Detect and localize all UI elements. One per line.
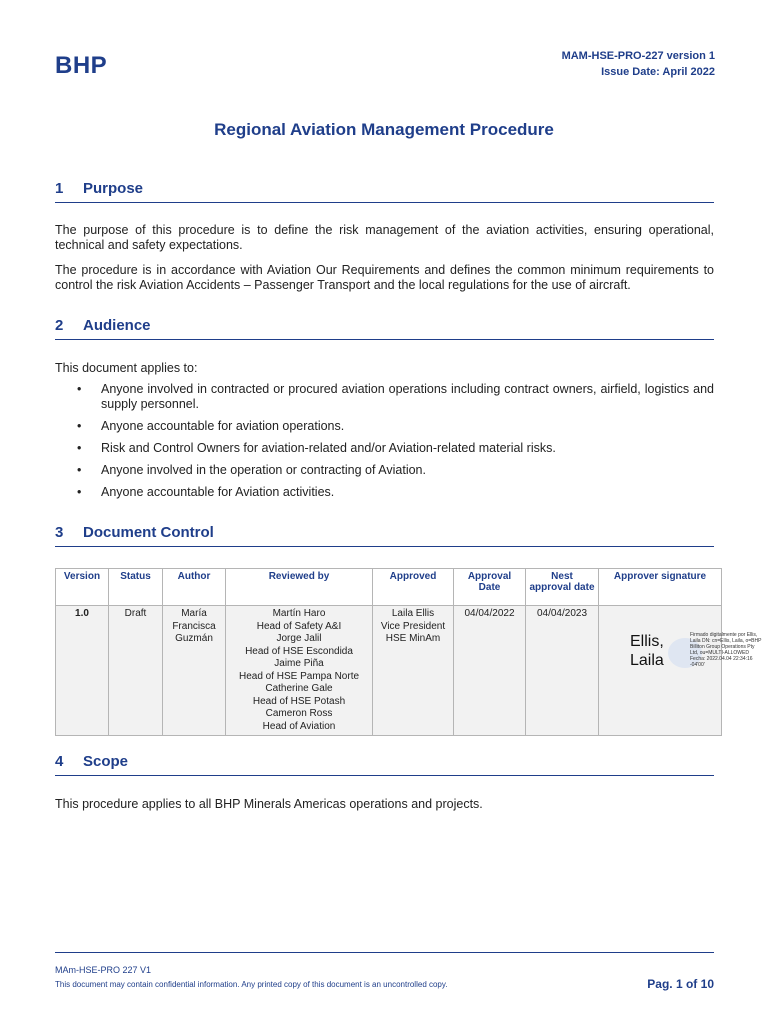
document-id: MAM-HSE-PRO-227 version 1 — [561, 50, 715, 62]
cell-approver-signature — [599, 606, 762, 736]
section-title: Audience — [83, 317, 151, 334]
reviewer-line: Cameron Ross — [265, 708, 333, 719]
document-title: Regional Aviation Management Procedure — [214, 120, 554, 139]
list-item: • Risk and Control Owners for aviation-related and/or Aviation-related material risks. — [55, 441, 714, 456]
section-number: 3 — [55, 524, 64, 541]
section-number: 2 — [55, 317, 64, 334]
column-header-approver-signature: Approver signature — [599, 569, 722, 606]
reviewer-line: Catherine Gale — [265, 683, 333, 694]
section-title: Document Control — [83, 524, 214, 541]
document-meta — [562, 48, 715, 80]
approver-line: HSE MinAm — [385, 633, 441, 644]
column-header-approved: Approved — [373, 569, 454, 606]
list-item: • Anyone involved in contracted or procured aviation operations including contract owners, airfield, logistics and supply personnel. — [55, 382, 714, 412]
scope-paragraph: This procedure applies to all BHP Minerals Americas operations and projects. — [55, 797, 483, 811]
table-row — [56, 606, 722, 736]
approver-line: Vice President — [380, 620, 446, 632]
signature-details: Firmado digitalmente por Ellis, Laila DN: cn=Ellis, Laila, o=BHP Billiton Group Operations Pty Ltd, ou=MULTI-ALLOWED Fecha: 2022.04.04 22:34:16 -04'00' — [690, 632, 762, 668]
digital-signature — [602, 608, 762, 728]
reviewer-line: Jaime Piña — [274, 658, 324, 669]
reviewer-line: Head of HSE Escondida — [245, 645, 353, 657]
reviewer-line: Head of Safety A&I — [256, 620, 342, 632]
reviewer-line: Head of Aviation — [262, 720, 336, 732]
page-number: Pag. 1 of 10 — [647, 977, 714, 991]
signature-name — [630, 632, 664, 670]
signature-name-line: Laila — [630, 652, 664, 669]
column-header-approval-date: Approval Date — [454, 569, 526, 606]
approver-line: Laila Ellis — [391, 608, 435, 619]
column-header-author: Author — [163, 569, 226, 606]
reviewer-line: Head of HSE Potash — [252, 695, 346, 707]
section-title: Purpose — [83, 180, 144, 197]
section-heading-purpose — [55, 180, 714, 203]
author-line: María — [181, 608, 207, 619]
reviewer-line: Martín Haro — [272, 608, 326, 619]
section-heading-scope — [55, 753, 714, 776]
list-item: • Anyone accountable for Aviation activities. — [55, 485, 714, 500]
table-header-row — [56, 569, 722, 606]
section-heading-document-control — [55, 524, 714, 547]
reviewer-line: Head of HSE Pampa Norte — [238, 670, 360, 682]
issue-date: Issue Date: April 2022 — [601, 66, 715, 78]
reviewer-line: Jorge Jalil — [276, 633, 322, 644]
column-header-next-approval-date: Nest approval date — [526, 569, 599, 606]
cell-status: Draft — [109, 606, 163, 736]
author-line: Francisca — [172, 620, 216, 632]
audience-intro: This document applies to: — [55, 361, 198, 375]
section-number: 4 — [55, 753, 64, 770]
footer-confidentiality-note: This document may contain confidential information. Any printed copy of this document is an uncontrolled copy. — [55, 980, 448, 989]
column-header-status: Status — [109, 569, 163, 606]
section-number: 1 — [55, 180, 64, 197]
cell-author — [163, 606, 226, 736]
footer-document-code: MAm-HSE-PRO 227 V1 — [55, 965, 152, 975]
column-header-reviewed-by: Reviewed by — [226, 569, 373, 606]
list-item: • Anyone involved in the operation or contracting of Aviation. — [55, 463, 714, 478]
purpose-paragraph-1: The purpose of this procedure is to define the risk management of the aviation activities, ensuring operational, technical and safety expectations. — [55, 223, 714, 252]
column-header-version: Version — [56, 569, 109, 606]
cell-approval-date: 04/04/2022 — [454, 606, 526, 736]
cell-version: 1.0 — [56, 606, 109, 736]
footer-divider — [55, 952, 714, 953]
document-control-table — [55, 568, 762, 736]
bhp-logo: BHP — [55, 52, 108, 79]
section-heading-audience — [55, 317, 714, 340]
cell-reviewed-by — [226, 606, 373, 736]
purpose-paragraph-2: The procedure is in accordance with Aviation Our Requirements and defines the common minimum requirements to control the risk Aviation Accidents – Passenger Transport and the local regulations for the use of aircraft. — [55, 263, 714, 292]
author-line: Guzmán — [175, 633, 213, 644]
cell-approved — [373, 606, 454, 736]
signature-name-line: Ellis, — [630, 633, 664, 650]
audience-list — [55, 382, 714, 507]
section-title: Scope — [83, 753, 129, 770]
cell-next-approval-date: 04/04/2023 — [526, 606, 599, 736]
list-item: • Anyone accountable for aviation operations. — [55, 419, 714, 434]
